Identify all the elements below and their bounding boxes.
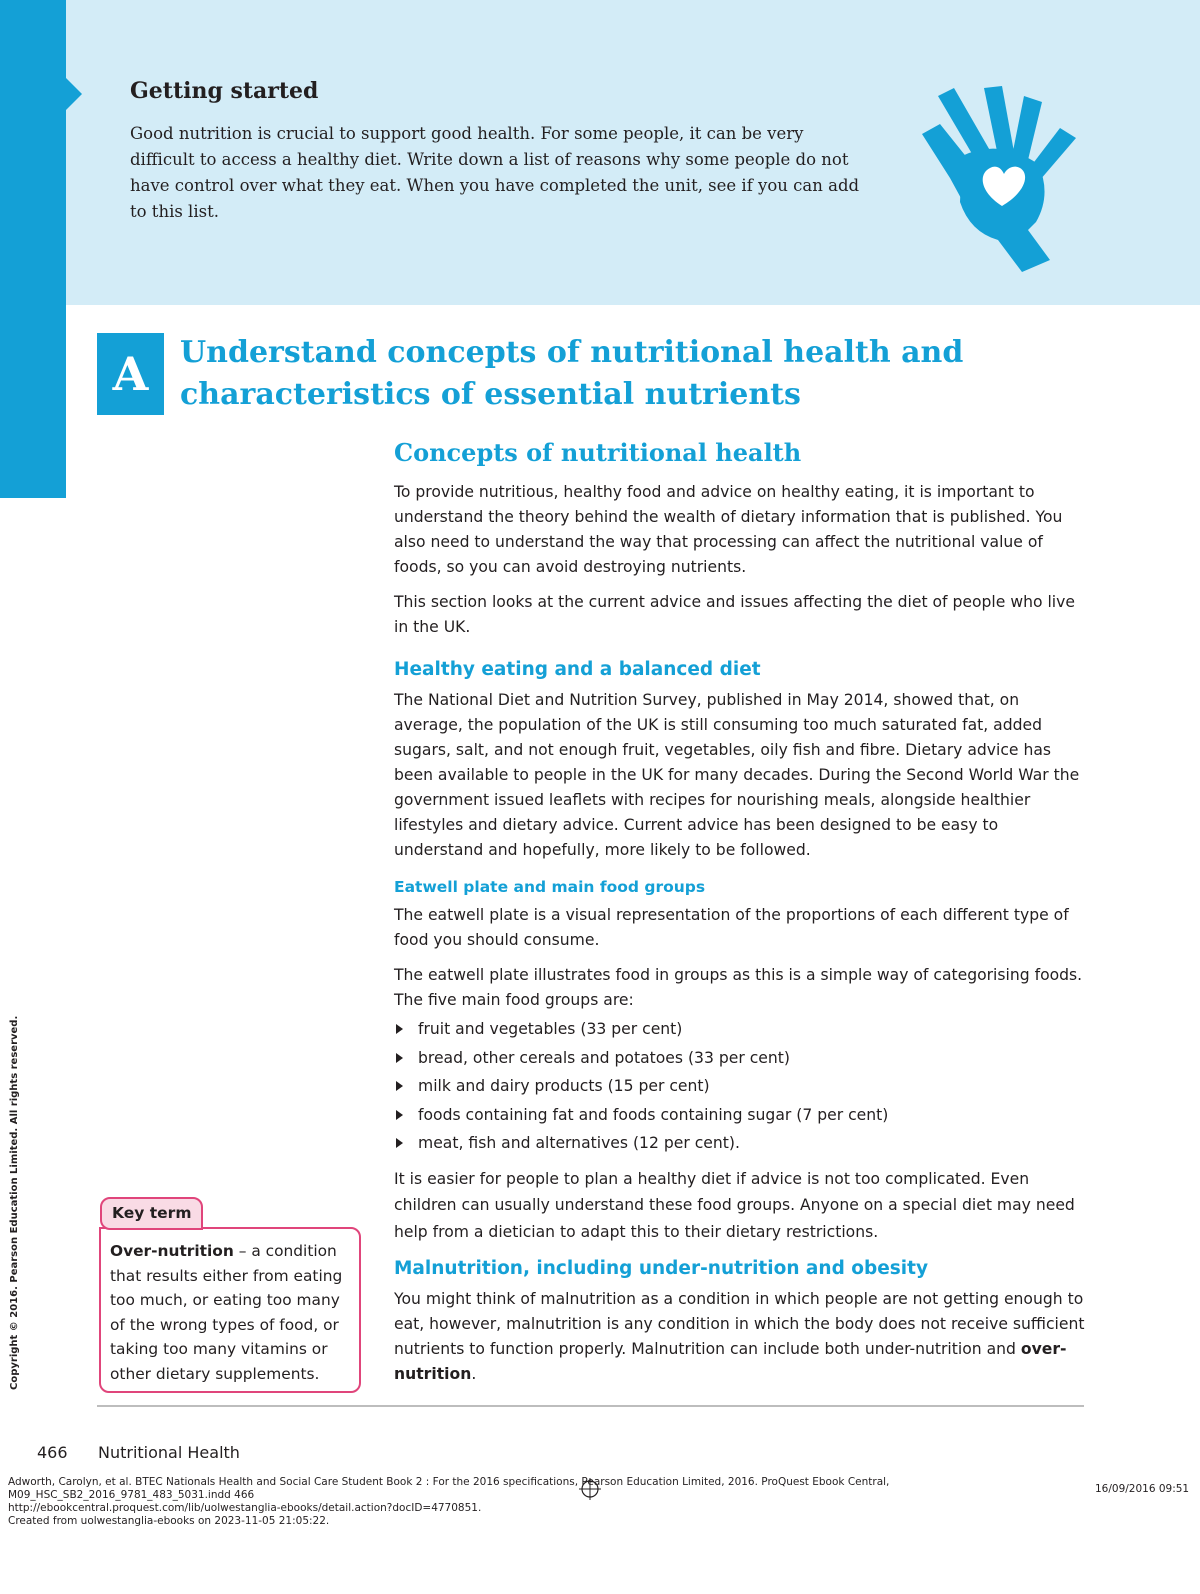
main-column — [394, 436, 1089, 1397]
key-term-definition: – a condition that results either from eating too much, or eating too many of the wrong types of food, or taking too many vitamins or other dietary supplements. — [110, 1242, 343, 1383]
list-item: foods containing fat and foods containing sugar (7 per cent) — [394, 1101, 1089, 1130]
getting-started-body: Good nutrition is crucial to support good health. For some people, it can be very difficult to access a healthy diet. Write down a list of reasons why some people do not have control over what they eat. When you have completed the unit, see if you can add to this list. — [130, 124, 860, 221]
list-item: fruit and vegetables (33 per cent) — [394, 1015, 1089, 1044]
footer-divider — [97, 1405, 1084, 1407]
citation-link[interactable]: http://ebookcentral.proquest.com/lib/uolwestanglia-ebooks/detail.action?docID=4770851. — [8, 1502, 482, 1514]
bullet-arrow-icon — [396, 1024, 403, 1034]
healthy-eating-heading: Healthy eating and a balanced diet — [394, 659, 761, 680]
list-item: milk and dairy products (15 per cent) — [394, 1072, 1089, 1101]
getting-started-title: Getting started — [130, 78, 319, 104]
food-groups-list — [394, 1015, 1089, 1158]
key-term-box — [99, 1227, 361, 1393]
list-item: meat, fish and alternatives (12 per cent). — [394, 1129, 1089, 1158]
concepts-paragraph-2: This section looks at the current advice and issues affecting the diet of people who live in the UK. — [394, 593, 1075, 636]
left-color-bar — [0, 0, 66, 498]
eatwell-heading: Eatwell plate and main food groups — [394, 878, 706, 896]
citation-line: Created from uolwestanglia-ebooks on 2023-11-05 21:05:22. — [8, 1515, 330, 1527]
page-number: 466 — [37, 1443, 68, 1462]
section-title-line1: Understand concepts of nutritional health and — [180, 335, 964, 370]
concepts-heading: Concepts of nutritional health — [394, 438, 802, 467]
bullet-arrow-icon — [396, 1138, 403, 1148]
page-section-name: Nutritional Health — [98, 1443, 240, 1462]
copyright-notice: Copyright © 2016. Pearson Education Limited. All rights reserved. — [9, 1015, 20, 1390]
bullet-arrow-icon — [396, 1110, 403, 1120]
section-letter-badge: A — [97, 333, 164, 415]
section-title — [180, 332, 980, 416]
banner-notch — [66, 78, 82, 110]
malnutrition-paragraph: You might think of malnutrition as a condition in which people are not getting enough to eat, however, malnutrition is any condition in which the body does not receive sufficient nutrients to function properly. Malnutrition can include both under-nutrition and over-nutrition. — [394, 1290, 1085, 1383]
malnutrition-heading: Malnutrition, including under-nutrition and obesity — [394, 1258, 929, 1279]
section-title-line2: characteristics of essential nutrients — [180, 377, 801, 412]
eatwell-paragraph-3: It is easier for people to plan a healthy diet if advice is not too complicated. Even children can usually understand these food groups. Anyone on a special diet may need help from a dietician to adapt this to their dietary restrictions. — [394, 1169, 1075, 1241]
citation-line: Adworth, Carolyn, et al. BTEC Nationals Health and Social Care Student Book 2 : For the 2016 specifications, Pearson Education Limited, 2016. ProQuest Ebook Central, — [8, 1476, 890, 1488]
concepts-paragraph-1: To provide nutritious, healthy food and advice on healthy eating, it is important to understand the theory behind the wealth of dietary information that is published. You also need to understand the way that processing can affect the nutritional value of foods, so you can avoid destroying nutrients. — [394, 483, 1063, 576]
list-item: bread, other cereals and potatoes (33 per cent) — [394, 1044, 1089, 1073]
bullet-arrow-icon — [396, 1081, 403, 1091]
hand-heart-icon — [910, 82, 1090, 272]
citation-line: M09_HSC_SB2_2016_9781_483_5031.indd 466 — [8, 1489, 255, 1501]
over-nutrition-term: over-nutrition — [394, 1340, 1067, 1383]
eatwell-paragraph-1: The eatwell plate is a visual representation of the proportions of each different type of food you should consume. — [394, 906, 1069, 949]
key-term-word: Over-nutrition — [110, 1242, 234, 1260]
eatwell-paragraph-2: The eatwell plate illustrates food in groups as this is a simple way of categorising foods. The five main food groups are: — [394, 966, 1083, 1009]
citation-block — [8, 1476, 908, 1528]
bullet-arrow-icon — [396, 1053, 403, 1063]
key-term-label: Key term — [100, 1197, 203, 1230]
healthy-eating-paragraph: The National Diet and Nutrition Survey, published in May 2014, showed that, on average, the population of the UK is still consuming too much saturated fat, added sugars, salt, and not enough fruit, vegetables, oily fish and fibre. Dietary advice has been available to people in the UK for many decades. During the Second World War the government issued leaflets with recipes for nourishing meals, alongside healthier lifestyles and dietary advice. Current advice has been designed to be easy to understand and hopefully, more likely to be followed. — [394, 691, 1080, 859]
print-date: 16/09/2016 09:51 — [1095, 1483, 1190, 1495]
registration-mark-icon — [579, 1478, 601, 1500]
